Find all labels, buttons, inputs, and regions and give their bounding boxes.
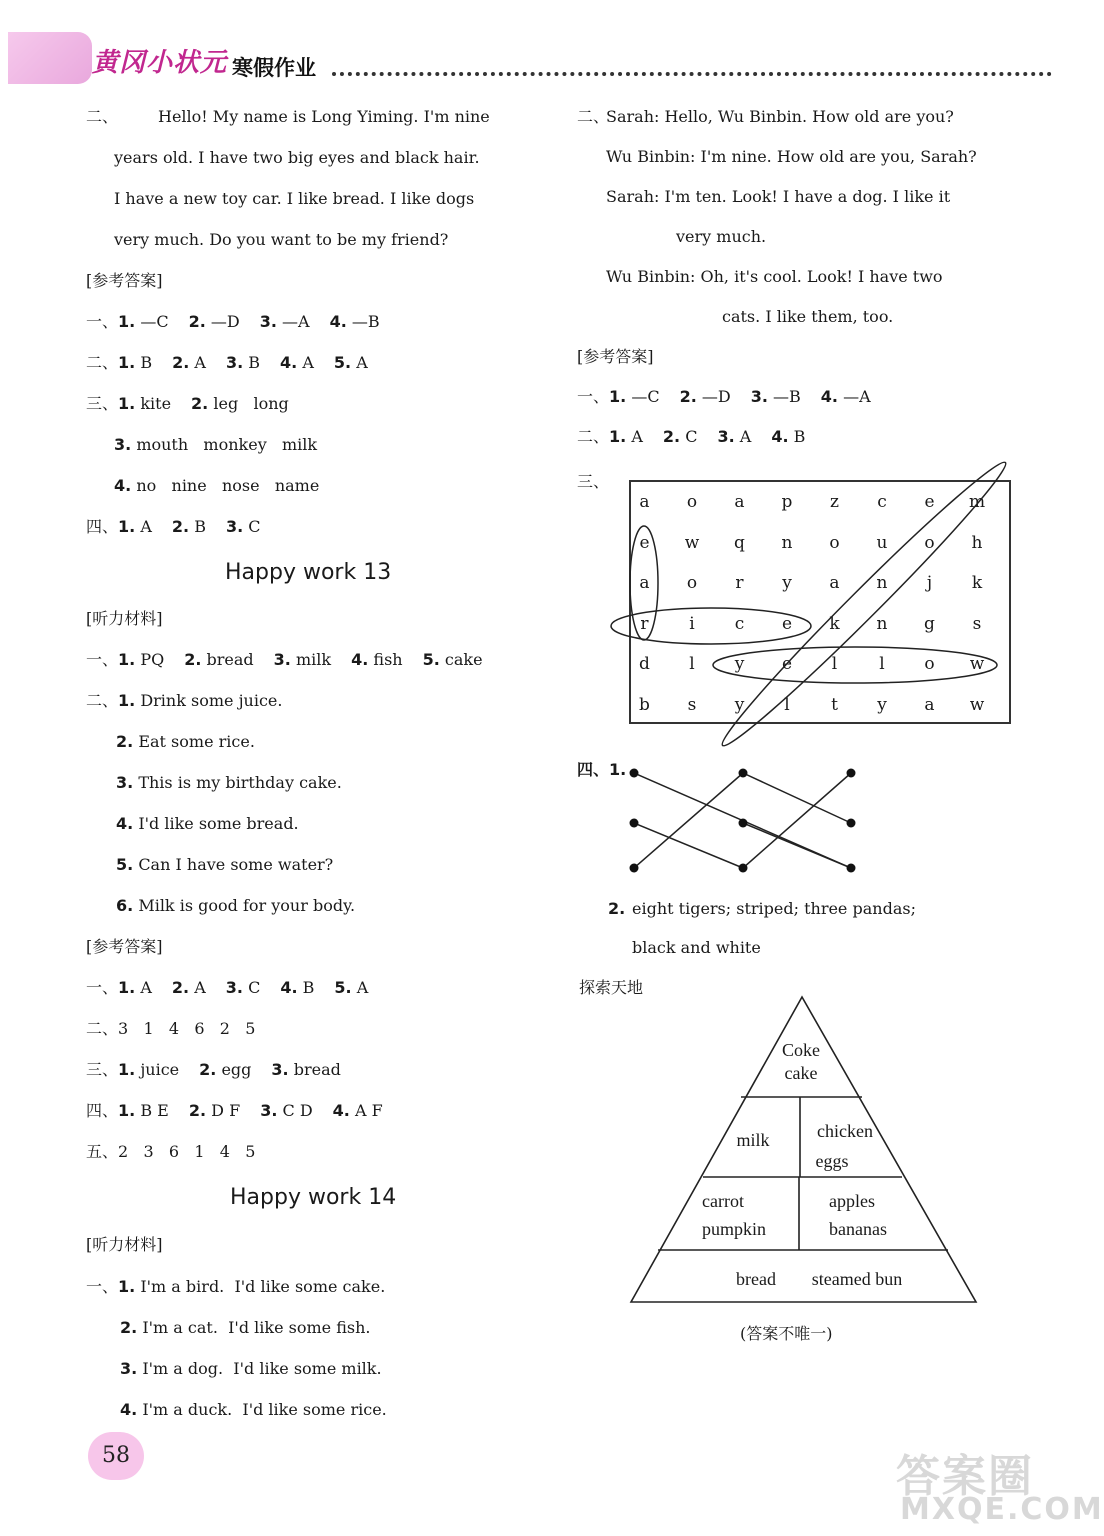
question-number: 三、 [86, 1060, 119, 1079]
item-number: 2. [172, 353, 190, 372]
item-value: A [631, 427, 643, 446]
item-number: 2. [662, 427, 681, 446]
answer-row [116, 730, 255, 754]
item-number: 3. [717, 427, 735, 446]
item-number: 4. [116, 814, 134, 833]
item-value: —C [140, 312, 169, 331]
item-number: 2. [120, 1318, 138, 1337]
item-number: 5. [422, 650, 440, 669]
item-value: C D [282, 1101, 313, 1120]
item-number: 3. [271, 1060, 289, 1079]
grid-letter: o [829, 532, 840, 553]
item-number: 4. [280, 353, 298, 372]
answer-row [114, 474, 319, 498]
answer-row [116, 894, 355, 918]
match-dot [739, 819, 748, 828]
item-number: 5. [116, 855, 134, 874]
item-value: kite [140, 394, 172, 413]
match-dot [630, 769, 639, 778]
watermark-logo: 答案圈 [896, 1451, 1034, 1502]
grid-letter: a [829, 573, 840, 593]
answer-row [86, 1058, 341, 1082]
answer-row [116, 771, 342, 795]
item-number: 3. [750, 387, 768, 406]
item-number: 3. [260, 1101, 278, 1120]
item-number: 1. [118, 517, 136, 536]
grid-letter: i [689, 613, 695, 634]
pyramid-level3-left: carrot [702, 1191, 744, 1211]
item-value: —D [210, 312, 240, 331]
grid-letter: z [830, 492, 839, 512]
grid-letter: w [684, 532, 700, 553]
grid-letter: l [689, 654, 695, 674]
item-number: 2. [679, 387, 697, 406]
header-ribbon [8, 32, 92, 84]
item-value: B E [140, 1101, 169, 1120]
answer-row [577, 425, 805, 449]
item-number: 1. [118, 394, 136, 413]
item-number: 6. [116, 896, 134, 915]
item-number: 4. [771, 427, 789, 446]
dialog-line: Sarah: Hello, Wu Binbin. How old are you? [606, 107, 954, 126]
item-value: Milk is good for your body. [138, 896, 356, 915]
item-number: 1. [118, 353, 136, 372]
item-number: 3. [116, 773, 134, 792]
grid-letter: e [781, 654, 793, 674]
q2-number: 2. [608, 899, 626, 918]
question-number: 二、 [86, 1019, 119, 1038]
grid-letter: k [829, 613, 840, 634]
item-value: A [356, 978, 369, 997]
answer-row [86, 392, 289, 416]
item-value: 3 1 4 6 2 5 [118, 1019, 256, 1038]
item-number: 2. [191, 394, 209, 413]
q2-answer-line: eight tigers; striped; three pandas; [632, 899, 916, 918]
item-value: I'm a bird. I'd like some cake. [140, 1277, 386, 1296]
grid-letter: y [734, 694, 745, 715]
question-number: 四、 [86, 517, 119, 536]
item-value: Drink some juice. [140, 691, 283, 710]
item-number: 4. [329, 312, 347, 331]
answer-row [120, 1398, 387, 1422]
match-dot [847, 819, 856, 828]
item-value: B [302, 978, 315, 997]
answer-heading: [参考答案] [577, 347, 654, 366]
question-number: 二、 [86, 691, 119, 710]
section-title: Happy work 14 [230, 1185, 397, 1210]
grid-letter: r [640, 613, 649, 634]
question-number: 一、 [86, 650, 119, 669]
grid-letter: w [969, 694, 985, 715]
header-subtitle: 寒假作业 [232, 56, 316, 80]
item-value: D F [211, 1101, 241, 1120]
item-number: 1. [118, 691, 136, 710]
pyramid-level3-left: pumpkin [702, 1219, 767, 1239]
item-number: 1. [118, 312, 136, 331]
grid-letter: l [831, 654, 838, 674]
grid-letter: a [639, 492, 650, 512]
listening-heading: [听力材料] [86, 609, 163, 628]
grid-letter: c [734, 613, 745, 634]
item-value: A [194, 978, 206, 997]
answer-row [86, 976, 368, 1000]
grid-letter: q [734, 532, 745, 553]
item-value: fish [373, 650, 403, 669]
grid-letter: s [687, 694, 697, 715]
pyramid-top-item: Coke [782, 1040, 820, 1060]
item-value: A F [354, 1101, 383, 1120]
listening-heading: [听力材料] [86, 1235, 163, 1254]
section-title: Happy work 13 [225, 560, 392, 585]
item-number: 4. [280, 978, 298, 997]
item-number: 4. [351, 650, 369, 669]
answer-row [86, 1099, 383, 1123]
item-value: I'm a cat. I'd like some fish. [142, 1318, 371, 1337]
item-value: —D [701, 387, 731, 406]
item-number: 4. [820, 387, 839, 406]
passage-line: years old. I have two big eyes and black hair. [114, 148, 480, 167]
grid-letter: o [924, 654, 935, 674]
item-value: This is my birthday cake. [138, 773, 342, 792]
answer-note: (答案不唯一) [740, 1324, 833, 1343]
pyramid-base-item: bread [736, 1269, 776, 1289]
item-value: I'm a duck. I'd like some rice. [142, 1400, 387, 1419]
grid-letter: j [926, 573, 933, 593]
question-number: 一、 [86, 312, 119, 331]
grid-letter: s [972, 613, 982, 634]
passage-number: 二、 [86, 107, 119, 126]
grid-letter: n [781, 532, 793, 553]
item-number: 1. [118, 650, 136, 669]
page-header [0, 0, 1061, 100]
pyramid-top-item: cake [784, 1063, 818, 1083]
dialog-line: very much. [676, 227, 767, 246]
grid-letter: e [639, 532, 650, 553]
answer-row [114, 433, 317, 457]
series-logo: 黄冈小状元 [92, 48, 228, 78]
item-value: A [739, 427, 752, 446]
match-dot [630, 864, 639, 873]
item-number: 1. [118, 1060, 136, 1079]
answer-row [86, 1275, 385, 1299]
answer-row [86, 310, 380, 334]
answer-row [577, 385, 871, 409]
grid-letter: a [924, 694, 935, 715]
grid-letter: m [968, 492, 986, 512]
item-number: 3. [120, 1359, 138, 1378]
page-number: 58 [88, 1432, 144, 1480]
item-value: —C [631, 387, 660, 406]
item-value: C [685, 427, 698, 446]
match-question-number: 四、1. [577, 760, 627, 779]
q2-answer-line: black and white [632, 938, 761, 957]
question-number: 一、 [86, 978, 119, 997]
grid-letter: k [971, 573, 983, 593]
item-value: I'd like some bread. [138, 814, 299, 833]
dialog-line: Sarah: I'm ten. Look! I have a dog. I like it [606, 187, 951, 206]
explore-heading: 探索天地 [579, 978, 644, 997]
grid-letter: n [876, 573, 888, 593]
grid-letter: o [686, 492, 698, 512]
header-dotted-rule [332, 72, 1052, 76]
item-value: A [140, 978, 152, 997]
grid-letter: h [971, 532, 983, 553]
item-value: A [302, 353, 314, 372]
grid-question-number: 三、 [577, 472, 610, 491]
grid-letter: c [877, 492, 887, 512]
item-number: 1. [118, 978, 136, 997]
match-dot [739, 769, 748, 778]
answer-row [86, 648, 483, 672]
item-value: —A [282, 312, 310, 331]
answer-row [86, 515, 261, 539]
item-number: 2. [199, 1060, 217, 1079]
item-value: cake [444, 650, 483, 669]
item-value: no nine nose name [136, 476, 320, 495]
item-number: 2. [171, 517, 190, 536]
question-number: 二、 [577, 427, 610, 446]
item-value: Can I have some water? [138, 855, 334, 874]
dialog-line: Wu Binbin: Oh, it's cool. Look! I have two [606, 267, 943, 286]
item-number: 4. [114, 476, 132, 495]
item-value: leg long [213, 394, 289, 413]
item-number: 2. [188, 312, 206, 331]
item-value: bread [206, 650, 254, 669]
item-value: B [140, 353, 153, 372]
match-dot [847, 864, 856, 873]
item-number: 5. [334, 978, 352, 997]
item-value: —B [351, 312, 380, 331]
item-number: 1. [609, 387, 627, 406]
answer-heading: [参考答案] [86, 271, 163, 290]
grid-letter: g [924, 613, 935, 634]
item-number: 2. [116, 732, 134, 751]
grid-letter: l [879, 654, 885, 674]
question-number: 四、 [86, 1101, 119, 1120]
item-number: 3. [225, 353, 244, 372]
grid-letter: w [969, 654, 985, 674]
pyramid-level3-right: apples [829, 1191, 875, 1211]
dialog-number: 二、 [577, 107, 610, 126]
grid-letter: n [876, 613, 888, 634]
grid-letter: o [686, 573, 698, 593]
grid-letter: y [877, 694, 887, 715]
item-number: 3. [114, 435, 132, 454]
item-value: —A [843, 387, 871, 406]
grid-letter: b [639, 694, 650, 715]
pyramid-level2-right: eggs [815, 1151, 849, 1171]
item-value: Eat some rice. [138, 732, 255, 751]
item-value: B [248, 353, 261, 372]
pyramid-base-item: steamed bun [811, 1269, 903, 1289]
item-value: PQ [140, 650, 165, 669]
grid-letter: p [781, 492, 793, 512]
passage-line: I have a new toy car. I like bread. I like dogs [114, 189, 475, 208]
question-number: 三、 [86, 394, 119, 413]
item-value: egg [221, 1060, 252, 1079]
item-number: 2. [184, 650, 202, 669]
item-number: 4. [120, 1400, 138, 1419]
grid-letter: y [734, 654, 745, 674]
item-number: 3. [225, 978, 243, 997]
grid-letter: r [735, 573, 744, 593]
grid-letter: u [876, 532, 888, 553]
answer-row [86, 1017, 255, 1041]
item-number: 3. [259, 312, 277, 331]
answer-row [86, 351, 368, 375]
item-number: 1. [609, 427, 627, 446]
grid-letter: e [781, 613, 793, 634]
grid-letter: a [734, 492, 745, 512]
item-value: milk [295, 650, 332, 669]
grid-letter: a [639, 573, 650, 593]
answer-row [120, 1316, 370, 1340]
answer-row [86, 1140, 255, 1164]
question-number: 二、 [86, 353, 119, 372]
pyramid-level2-left: milk [736, 1130, 770, 1150]
passage-line: Hello! My name is Long Yiming. I'm nine [158, 107, 490, 126]
grid-letter: y [782, 573, 792, 593]
question-number: 五、 [86, 1142, 119, 1161]
item-value: bread [293, 1060, 341, 1079]
question-number: 一、 [577, 387, 610, 406]
item-value: B [194, 517, 206, 536]
dialog-line: cats. I like them, too. [722, 307, 894, 326]
grid-letter: e [924, 492, 935, 512]
match-dot [847, 769, 856, 778]
item-value: A [356, 353, 368, 372]
item-value: —B [773, 387, 801, 406]
item-value: B [793, 427, 806, 446]
item-number: 3. [273, 650, 291, 669]
grid-letter: d [639, 654, 650, 674]
item-number: 4. [332, 1101, 350, 1120]
item-value: C [248, 517, 261, 536]
pyramid-level3-right: bananas [829, 1219, 887, 1239]
item-value: C [248, 978, 261, 997]
grid-letter: l [784, 694, 790, 715]
match-dot [739, 864, 748, 873]
answer-row [86, 689, 282, 713]
answer-row [120, 1357, 382, 1381]
grid-letter: o [924, 532, 935, 553]
passage-line: very much. Do you want to be my friend? [114, 230, 449, 249]
question-number: 一、 [86, 1277, 119, 1296]
grid-letter: t [831, 694, 838, 715]
item-number: 2. [188, 1101, 207, 1120]
answer-row [116, 853, 333, 877]
match-dot [630, 819, 639, 828]
watermark-url: MXQE.COM [900, 1492, 1104, 1527]
dialog-line: Wu Binbin: I'm nine. How old are you, Sarah? [606, 147, 977, 166]
answer-heading: [参考答案] [86, 937, 163, 956]
item-value: A [194, 353, 206, 372]
item-value: I'm a dog. I'd like some milk. [142, 1359, 382, 1378]
item-number: 1. [118, 1101, 136, 1120]
item-number: 3. [225, 517, 244, 536]
item-number: 5. [333, 353, 352, 372]
item-value: juice [140, 1060, 180, 1079]
word-search-grid [629, 480, 1011, 724]
item-number: 2. [171, 978, 190, 997]
item-value: A [140, 517, 152, 536]
pyramid-level2-right: chicken [817, 1121, 873, 1141]
item-value: 2 3 6 1 4 5 [118, 1142, 256, 1161]
answer-row [116, 812, 299, 836]
item-number: 1. [118, 1277, 136, 1296]
item-value: mouth monkey milk [136, 435, 318, 454]
